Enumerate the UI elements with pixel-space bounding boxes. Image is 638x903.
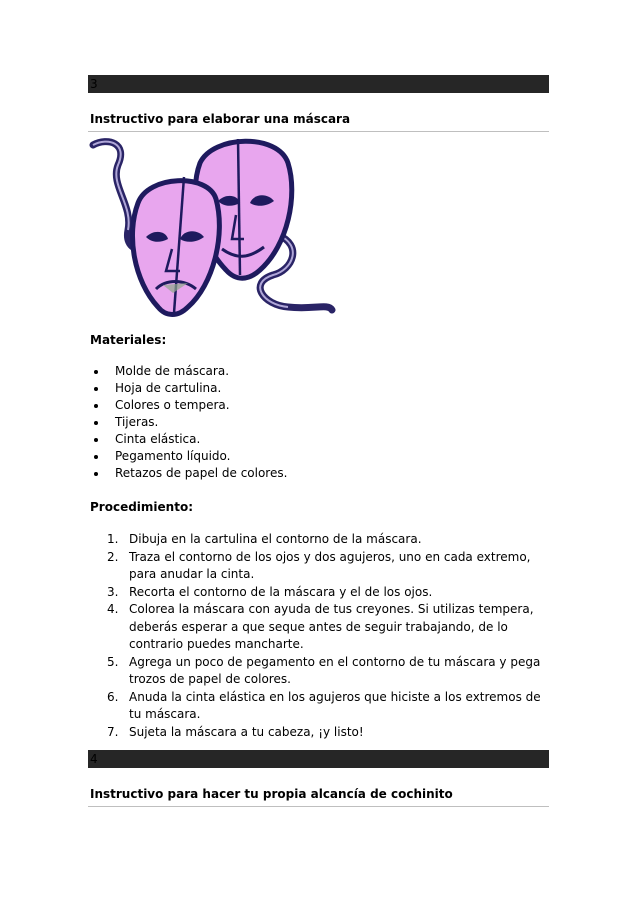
bullet-icon [94, 455, 98, 459]
section-number: 3 [90, 77, 98, 91]
section-bar-3 [88, 75, 549, 93]
procedure-list [107, 531, 542, 741]
bullet-icon [94, 438, 98, 442]
list-item: 7. Sujeta la máscara a tu cabeza, ¡y listo! [107, 724, 364, 739]
divider [88, 806, 549, 807]
section-title: Instructivo para elaborar una máscara [90, 112, 351, 126]
list-item: 3. Recorta el contorno de la máscara y el de los ojos. [107, 584, 433, 599]
list-item: 1. Dibuja en la cartulina el contorno de la máscara. [107, 532, 422, 546]
list-item: Retazos de papel de colores. [90, 465, 287, 482]
list-item: Molde de máscara. [90, 363, 287, 380]
materials-heading: Materiales: [90, 333, 167, 347]
section-title: Instructivo para hacer tu propia alcancía de cochinito [90, 787, 453, 801]
list-item: 6. Anuda la cinta elástica en los agujeros que hiciste a los extremos de tu máscara. [107, 689, 541, 721]
list-item: Hoja de cartulina. [90, 380, 287, 397]
list-item: Colores o tempera. [90, 397, 287, 414]
section-number: 4 [90, 752, 98, 766]
procedure-heading: Procedimiento: [90, 500, 193, 514]
list-item: 5. Agrega un poco de pegamento en el contorno de tu máscara y pega trozos de papel de colores. [107, 654, 541, 686]
bullet-icon [94, 370, 98, 374]
materials-list [90, 363, 287, 482]
bullet-icon [94, 421, 98, 425]
divider [88, 131, 549, 132]
bullet-icon [94, 387, 98, 391]
bullet-icon [94, 472, 98, 476]
list-item: 4. Colorea la máscara con ayuda de tus creyones. Si utilizas tempera, deberás esperar a que seque antes de seguir trabajando, de lo contrario puedes mancharte. [107, 602, 534, 651]
list-item: 2. Traza el contorno de los ojos y dos agujeros, uno en cada extremo, para anudar la cinta. [107, 549, 531, 581]
list-item: Pegamento líquido. [90, 448, 287, 465]
section-bar-4 [88, 750, 549, 768]
list-item: Tijeras. [90, 414, 287, 431]
bullet-icon [94, 404, 98, 408]
theater-masks-image [88, 135, 338, 320]
list-item: Cinta elástica. [90, 431, 287, 448]
